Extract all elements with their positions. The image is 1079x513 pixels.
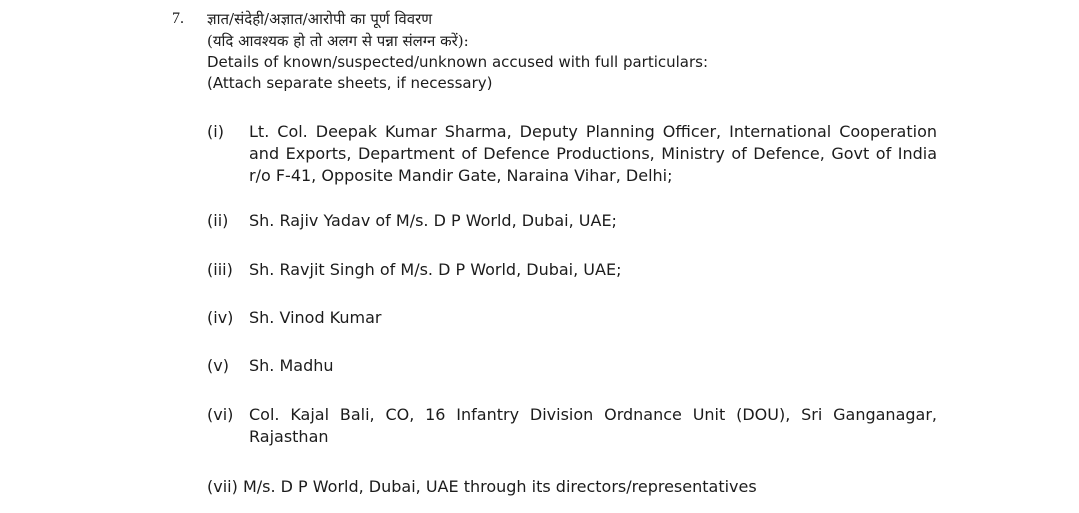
heading-hindi-line-1: ज्ञात/संदेही/अज्ञात/आरोपी का पूर्ण विवरण <box>207 10 433 28</box>
item-text: Sh. Madhu <box>249 356 334 375</box>
item-numeral: (i) <box>207 122 224 141</box>
item-text: Sh. Ravjit Singh of M/s. D P World, Dubai, UAE; <box>249 260 622 279</box>
item-text: Col. Kajal Bali, CO, 16 Infantry Division Ordnance Unit (DOU), Sri Ganganagar, Rajasthan <box>249 405 937 446</box>
item-numeral: (vi) <box>207 405 234 424</box>
item-text <box>207 476 937 498</box>
item-numeral: (vii) <box>207 477 238 496</box>
heading-english-line-1: Details of known/suspected/unknown accused with full particulars: <box>207 53 709 71</box>
section-heading <box>207 8 1007 94</box>
accused-item-1 <box>207 121 937 187</box>
heading-english-line-2: (Attach separate sheets, if necessary) <box>207 74 493 92</box>
item-numeral: (iv) <box>207 308 234 327</box>
item-numeral: (iii) <box>207 260 233 279</box>
heading-hindi-line-2: (यदि आवश्यक हो तो अलग से पन्ना संलग्न करें): <box>207 32 469 50</box>
item-numeral: (ii) <box>207 211 229 230</box>
section-number: 7. <box>172 10 184 27</box>
item-numeral: (v) <box>207 356 229 375</box>
accused-item-4 <box>207 307 937 329</box>
accused-item-6 <box>207 404 937 448</box>
accused-item-3 <box>207 259 937 281</box>
item-text: Sh. Rajiv Yadav of M/s. D P World, Dubai, UAE; <box>249 211 617 230</box>
item-body: M/s. D P World, Dubai, UAE through its directors/representatives <box>242 477 757 496</box>
item-text: Sh. Vinod Kumar <box>249 308 382 327</box>
accused-item-7 <box>207 476 937 498</box>
accused-item-5 <box>207 355 937 377</box>
item-text: Lt. Col. Deepak Kumar Sharma, Deputy Planning Officer, International Cooperation and Exports, Department of Defence Productions, Ministry of Defence, Govt of India r/o F-41, Opposite Mandir Gate, Naraina Vihar, Delhi; <box>249 122 937 185</box>
accused-item-2 <box>207 210 937 232</box>
